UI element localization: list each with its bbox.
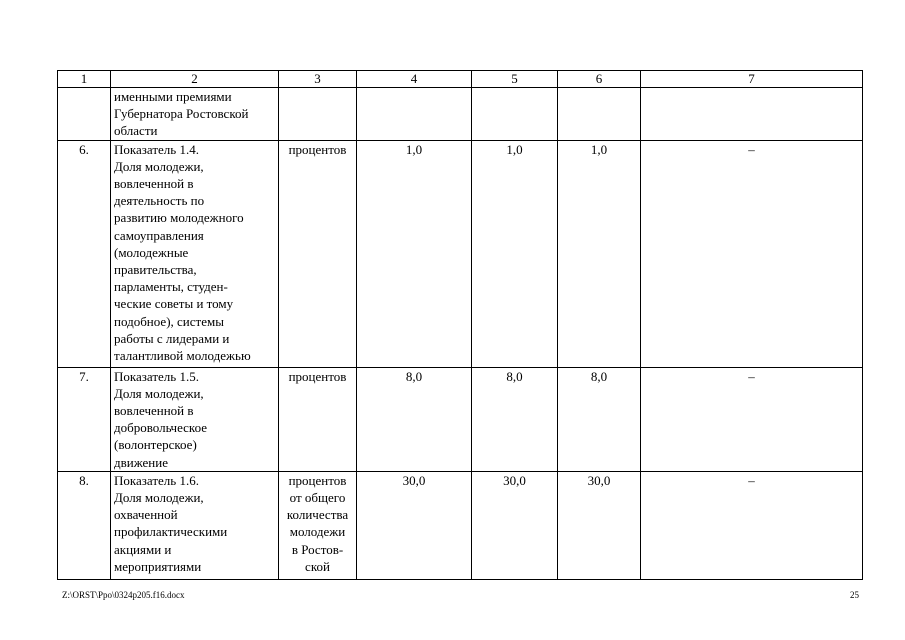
value-cell [472,88,558,141]
table-header-row [58,71,863,88]
table-row [58,88,863,141]
value-cell: 8,0 [472,367,558,471]
value-cell: 8,0 [558,367,641,471]
column-header: 5 [472,71,558,88]
value-cell: 8,0 [357,367,472,471]
column-header: 6 [558,71,641,88]
value-cell: 30,0 [558,471,641,579]
row-number: 7. [58,367,111,471]
column-header: 4 [357,71,472,88]
note-cell [641,88,863,141]
unit-cell: процентов от общего количества молодежи в Ростов- ской [279,471,357,579]
footer-file-path: Z:\ORST\Ppo\0324p205.f16.docx [62,590,185,600]
column-header: 7 [641,71,863,88]
value-cell [558,88,641,141]
value-cell [357,88,472,141]
table-row [58,140,863,367]
indicators-table [57,70,863,580]
unit-cell: процентов [279,367,357,471]
column-header: 2 [111,71,279,88]
value-cell: 1,0 [357,140,472,367]
unit-cell [279,88,357,141]
indicator-name: Показатель 1.4. Доля молодежи, вовлеченной в деятельность по развитию молодежного самоуправления (молодежные правительства, парламенты, студен- ческие советы и тому подобное), системы работы с лидерами и талантливой молодежью [111,140,279,367]
note-cell: – [641,140,863,367]
value-cell: 1,0 [472,140,558,367]
table-row [58,471,863,579]
indicator-name: именными премиями Губернатора Ростовской области [111,88,279,141]
unit-cell: процентов [279,140,357,367]
row-number: 8. [58,471,111,579]
value-cell: 30,0 [357,471,472,579]
column-header: 1 [58,71,111,88]
indicator-name: Показатель 1.6. Доля молодежи, охваченной профилактическими акциями и мероприятиями [111,471,279,579]
note-cell: – [641,367,863,471]
row-number: 6. [58,140,111,367]
note-cell: – [641,471,863,579]
column-header: 3 [279,71,357,88]
value-cell: 1,0 [558,140,641,367]
indicator-name: Показатель 1.5. Доля молодежи, вовлеченной в добровольческое (волонтерское) движение [111,367,279,471]
page-number: 25 [850,590,859,600]
value-cell: 30,0 [472,471,558,579]
row-number [58,88,111,141]
table-row [58,367,863,471]
